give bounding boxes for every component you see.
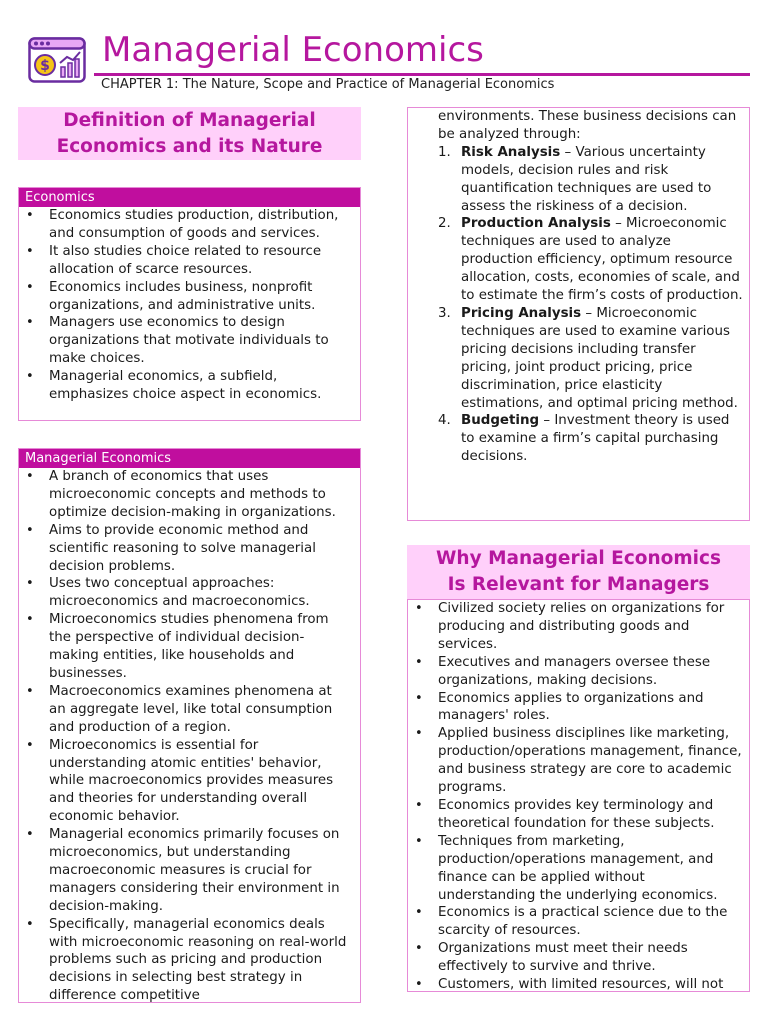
managerial-economics-box-header: Managerial Economics — [19, 449, 360, 468]
page-title: Managerial Economics — [102, 30, 484, 70]
list-item: • Aims to provide economic method and scientific reasoning to solve managerial decision problems. — [19, 522, 352, 576]
list-item: • Microeconomics is essential for understanding atomic entities' behavior, while macroeconomics provides measures and theories for understanding overall economic behavior. — [19, 737, 352, 827]
list-item: • Applied business disciplines like marketing, production/operations management, finance, and business strategy are core to academic programs. — [408, 725, 743, 797]
list-item — [408, 412, 743, 466]
managerial-economics-box — [18, 448, 361, 1003]
list-item: • Techniques from marketing, production/operations management, and finance can be applied without understanding the underlying economics. — [408, 833, 743, 905]
item-number: 1. — [438, 144, 451, 160]
item-term: Budgeting — [461, 413, 540, 429]
item-text: – Microeconomic techniques are used to analyze production efficiency, optimum resource allocation, costs, economies of scale, and to estimate the firm’s costs of production. — [461, 216, 743, 304]
why-box — [407, 599, 750, 992]
economics-box — [18, 187, 361, 421]
title-underline — [94, 73, 750, 76]
managerial-economics-list — [19, 468, 360, 1003]
list-item: • It also studies choice related to resource allocation of scarce resources. — [19, 243, 352, 279]
why-heading-line2: Is Relevant for Managers — [447, 574, 710, 595]
why-list — [408, 600, 749, 992]
list-item: • Economics applies to organizations and managers' roles. — [408, 690, 743, 726]
list-item: • Managerial economics primarily focuses on microeconomics, but understanding macroeconomic measures is crucial for managers considering their environment in decision-making. — [19, 826, 352, 916]
item-text: – Microeconomic techniques are used to examine various pricing decisions including transfer pricing, joint product pricing, price discrimination, price elasticity estimations, and optimal pricing method. — [461, 305, 738, 411]
list-item: • Economics includes business, nonprofit organizations, and administrative units. — [19, 279, 352, 315]
list-item: • Executives and managers oversee these organizations, making decisions. — [408, 654, 743, 690]
definition-heading — [18, 107, 361, 160]
list-item — [408, 144, 743, 216]
list-item: • Economics is a practical science due to the scarcity of resources. — [408, 904, 743, 940]
item-number: 2. — [438, 216, 451, 232]
list-item: • Economics provides key terminology and theoretical foundation for these subjects. — [408, 797, 743, 833]
chapter-subtitle: CHAPTER 1: The Nature, Scope and Practice of Managerial Economics — [101, 77, 555, 92]
list-item: • Managers use economics to design organizations that motivate individuals to make choices. — [19, 314, 352, 368]
list-item: • Microeconomics studies phenomena from the perspective of individual decision-making entities, like households and businesses. — [19, 611, 352, 683]
list-item: • Macroeconomics examines phenomena at an aggregate level, like total consumption and production of a region. — [19, 683, 352, 737]
analysis-list — [408, 144, 749, 466]
list-item: • Managerial economics, a subfield, emphasizes choice aspect in economics. — [19, 368, 352, 404]
list-item: • Civilized society relies on organizations for producing and distributing goods and services. — [408, 600, 743, 654]
list-item: • Specifically, managerial economics deals with microeconomic reasoning on real-world problems such as pricing and production decisions in selecting best strategy in difference competitive — [19, 916, 352, 1003]
item-number: 3. — [438, 305, 451, 321]
item-term: Pricing Analysis — [461, 305, 582, 321]
list-item: • A branch of economics that uses microeconomic concepts and methods to optimize decision-making in organizations. — [19, 468, 352, 522]
why-heading — [407, 545, 750, 599]
why-heading-line1: Why Managerial Economics — [436, 548, 721, 569]
item-number: 4. — [438, 413, 451, 429]
svg-text:$: $ — [40, 58, 50, 74]
list-item: • Organizations must meet their needs effectively to survive and thrive. — [408, 940, 743, 976]
analysis-intro: environments. These business decisions can be analyzed through: — [438, 109, 737, 142]
definition-heading-line1: Definition of Managerial — [63, 109, 316, 131]
economics-box-header: Economics — [19, 188, 360, 207]
list-item: • Customers, with limited resources, will not — [408, 976, 743, 992]
item-term: Risk Analysis — [461, 144, 561, 160]
dollar-chart-window-icon — [28, 37, 86, 83]
analysis-box — [407, 107, 750, 521]
list-item — [408, 215, 743, 305]
item-text: – Investment theory is used to examine a firm’s capital purchasing decisions. — [461, 413, 730, 465]
list-item: • Economics studies production, distribution, and consumption of goods and services. — [19, 207, 352, 243]
definition-heading-line2: Economics and its Nature — [56, 135, 323, 157]
economics-list — [19, 207, 360, 404]
item-text: – Various uncertainty models, decision rules and risk quantification techniques are used to assess the riskiness of a decision. — [461, 144, 712, 214]
list-item — [408, 305, 743, 412]
list-item: • Uses two conceptual approaches: microeconomics and macroeconomics. — [19, 575, 352, 611]
item-term: Production Analysis — [461, 216, 611, 232]
